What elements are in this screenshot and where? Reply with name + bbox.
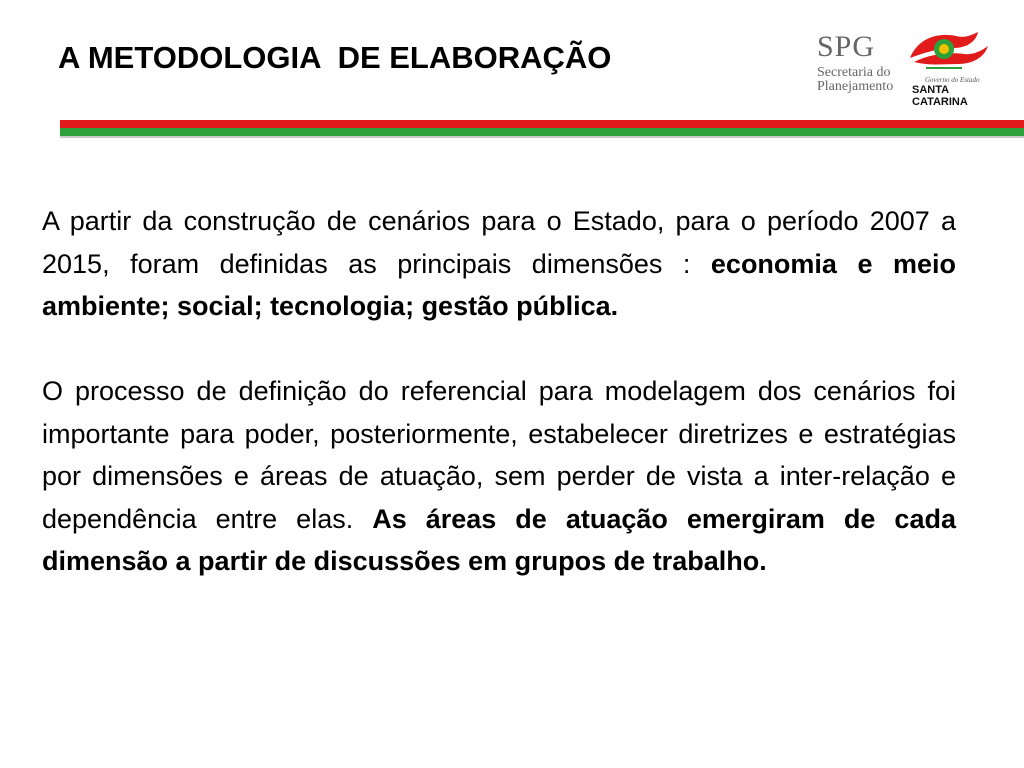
logo-line2: Planejamento [817,79,894,94]
paragraph-1-bold: economia e meio ambiente; social; tecnologia; gestão pública. [42,248,957,321]
logo-subtitle [817,66,912,94]
logo-state-small: Governo do Estado [925,76,980,84]
logo-state-name: SANTA CATARINA [912,84,968,108]
spg-logo [812,28,992,108]
header-divider-red [60,120,1024,128]
paragraph-2-text: O processo de definição do referencial para modelagem dos cenários foi importante para poder, posteriormente, estabelecer diretrizes e estratégias por dimensões e áreas de atuação, sem perder de vista a inter-relação e dependência entre elas. [42,376,956,534]
header-divider-green [60,128,1024,136]
paragraph-1-text: A partir da construção de cenários para o Estado, para o período 2007 a 2015, foram definidas as principais dimensões : [42,206,956,279]
paragraph-1 [42,200,956,328]
logo-line1: Secretaria do [817,65,891,80]
paragraph-2 [42,370,956,583]
logo-acronym: SPG [817,30,876,63]
slide-body [42,200,956,583]
paragraph-2-bold: As áreas de atuação emergiram de cada dimensão a partir de discussões em grupos de trabalho. [42,503,956,576]
header-divider-shadow [60,136,1024,138]
santa-catarina-flag-icon [904,28,992,78]
slide-title: A METODOLOGIA DE ELABORAÇÃO [58,40,612,75]
